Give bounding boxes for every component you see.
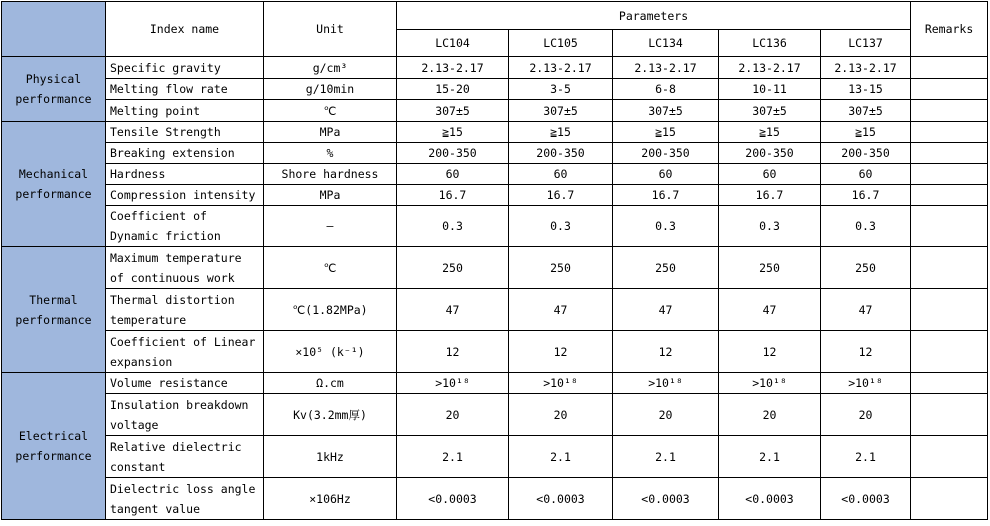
index-name-header: Index name [106,2,264,57]
unit-cell: — [264,206,397,247]
remarks-cell [911,436,988,478]
value-cell: 307±5 [509,100,613,122]
value-cell: >10¹⁸ [821,373,911,394]
index-name-cell: Coefficient of Linear expansion [106,331,264,373]
table-row [2,478,988,520]
index-name-cell: Breaking extension [106,143,264,164]
unit-cell: Shore hardness [264,164,397,185]
remarks-cell [911,394,988,436]
table-row [2,100,988,122]
table-row [2,143,988,164]
index-name-cell: Hardness [106,164,264,185]
value-cell: ≧15 [397,122,509,143]
unit-cell: Ω.cm [264,373,397,394]
remarks-cell [911,122,988,143]
table-row [2,164,988,185]
table-row [2,122,988,143]
index-name-cell: Insulation breakdown voltage [106,394,264,436]
spec-table [1,1,988,520]
unit-header: Unit [264,2,397,57]
value-cell: 60 [397,164,509,185]
remarks-cell [911,206,988,247]
value-cell: 6-8 [613,79,719,100]
model-header: LC104 [397,30,509,57]
value-cell: 0.3 [719,206,821,247]
index-name-cell: Tensile Strength [106,122,264,143]
index-name-cell: Thermal distortion temperature [106,289,264,331]
table-row [2,331,988,373]
table-body [2,2,988,520]
table-row [2,247,988,289]
value-cell: ≧15 [613,122,719,143]
model-header: LC105 [509,30,613,57]
unit-cell: % [264,143,397,164]
value-cell: 250 [397,247,509,289]
value-cell: 12 [509,331,613,373]
value-cell: 0.3 [821,206,911,247]
header-corner-cell [2,2,106,57]
value-cell: 12 [821,331,911,373]
unit-cell: ×106Hz [264,478,397,520]
category-cell: Thermal performance [2,247,106,373]
remarks-cell [911,143,988,164]
value-cell: 20 [613,394,719,436]
value-cell: 20 [397,394,509,436]
value-cell: 20 [719,394,821,436]
index-name-cell: Melting point [106,100,264,122]
remarks-cell [911,185,988,206]
table-row [2,289,988,331]
parameters-header: Parameters [397,2,911,30]
remarks-cell [911,373,988,394]
model-header: LC137 [821,30,911,57]
value-cell: 250 [509,247,613,289]
value-cell: 307±5 [821,100,911,122]
unit-cell: ℃ [264,247,397,289]
value-cell: 200-350 [509,143,613,164]
value-cell: 0.3 [509,206,613,247]
value-cell: 16.7 [719,185,821,206]
remarks-cell [911,164,988,185]
value-cell: 250 [821,247,911,289]
value-cell: 2.1 [719,436,821,478]
value-cell: 2.13-2.17 [821,57,911,79]
value-cell: ≧15 [821,122,911,143]
value-cell: 12 [719,331,821,373]
value-cell: 10-11 [719,79,821,100]
value-cell: 200-350 [719,143,821,164]
model-header: LC136 [719,30,821,57]
unit-cell: ℃(1.82MPa) [264,289,397,331]
value-cell: 13-15 [821,79,911,100]
remarks-cell [911,100,988,122]
value-cell: <0.0003 [719,478,821,520]
value-cell: 2.13-2.17 [613,57,719,79]
value-cell: 0.3 [613,206,719,247]
table-row [2,436,988,478]
category-cell: Electrical performance [2,373,106,520]
unit-cell: g/10min [264,79,397,100]
value-cell: 200-350 [821,143,911,164]
unit-cell: Kv(3.2mm厚) [264,394,397,436]
value-cell: 12 [613,331,719,373]
value-cell: 2.1 [613,436,719,478]
model-header: LC134 [613,30,719,57]
value-cell: <0.0003 [397,478,509,520]
unit-cell: ℃ [264,100,397,122]
unit-cell: MPa [264,185,397,206]
value-cell: 20 [509,394,613,436]
unit-cell: MPa [264,122,397,143]
value-cell: 60 [719,164,821,185]
value-cell: 2.13-2.17 [509,57,613,79]
table-row [2,394,988,436]
category-cell: Mechanical performance [2,122,106,247]
value-cell: 60 [821,164,911,185]
value-cell: ≧15 [719,122,821,143]
value-cell: 250 [719,247,821,289]
value-cell: 2.1 [821,436,911,478]
value-cell: <0.0003 [821,478,911,520]
value-cell: 47 [821,289,911,331]
unit-cell: ×10⁵ (k⁻¹) [264,331,397,373]
value-cell: 2.13-2.17 [719,57,821,79]
value-cell: 47 [509,289,613,331]
unit-cell: g/cm³ [264,57,397,79]
table-row [2,185,988,206]
value-cell: <0.0003 [613,478,719,520]
table-row [2,79,988,100]
value-cell: <0.0003 [509,478,613,520]
remarks-cell [911,331,988,373]
value-cell: 60 [613,164,719,185]
index-name-cell: Compression intensity [106,185,264,206]
value-cell: >10¹⁸ [509,373,613,394]
value-cell: 2.1 [397,436,509,478]
value-cell: 2.1 [509,436,613,478]
table-row [2,373,988,394]
value-cell: 3-5 [509,79,613,100]
remarks-cell [911,79,988,100]
index-name-cell: Relative dielectric constant [106,436,264,478]
index-name-cell: Coefficient of Dynamic friction [106,206,264,247]
value-cell: 200-350 [613,143,719,164]
table-row [2,206,988,247]
value-cell: 307±5 [613,100,719,122]
remarks-header: Remarks [911,2,988,57]
remarks-cell [911,478,988,520]
index-name-cell: Dielectric loss angle tangent value [106,478,264,520]
category-cell: Physical performance [2,57,106,122]
value-cell: 250 [613,247,719,289]
index-name-cell: Melting flow rate [106,79,264,100]
remarks-cell [911,289,988,331]
value-cell: ≧15 [509,122,613,143]
index-name-cell: Volume resistance [106,373,264,394]
value-cell: 12 [397,331,509,373]
value-cell: 16.7 [613,185,719,206]
header-row-1 [2,2,988,30]
table-row [2,57,988,79]
remarks-cell [911,247,988,289]
value-cell: 47 [719,289,821,331]
value-cell: 60 [509,164,613,185]
value-cell: 16.7 [397,185,509,206]
value-cell: >10¹⁸ [397,373,509,394]
index-name-cell: Maximum temperature of continuous work [106,247,264,289]
value-cell: >10¹⁸ [613,373,719,394]
value-cell: 200-350 [397,143,509,164]
value-cell: >10¹⁸ [719,373,821,394]
value-cell: 307±5 [397,100,509,122]
value-cell: 2.13-2.17 [397,57,509,79]
value-cell: 16.7 [821,185,911,206]
value-cell: 307±5 [719,100,821,122]
unit-cell: 1kHz [264,436,397,478]
index-name-cell: Specific gravity [106,57,264,79]
remarks-cell [911,57,988,79]
value-cell: 20 [821,394,911,436]
value-cell: 0.3 [397,206,509,247]
value-cell: 15-20 [397,79,509,100]
value-cell: 16.7 [509,185,613,206]
value-cell: 47 [613,289,719,331]
value-cell: 47 [397,289,509,331]
